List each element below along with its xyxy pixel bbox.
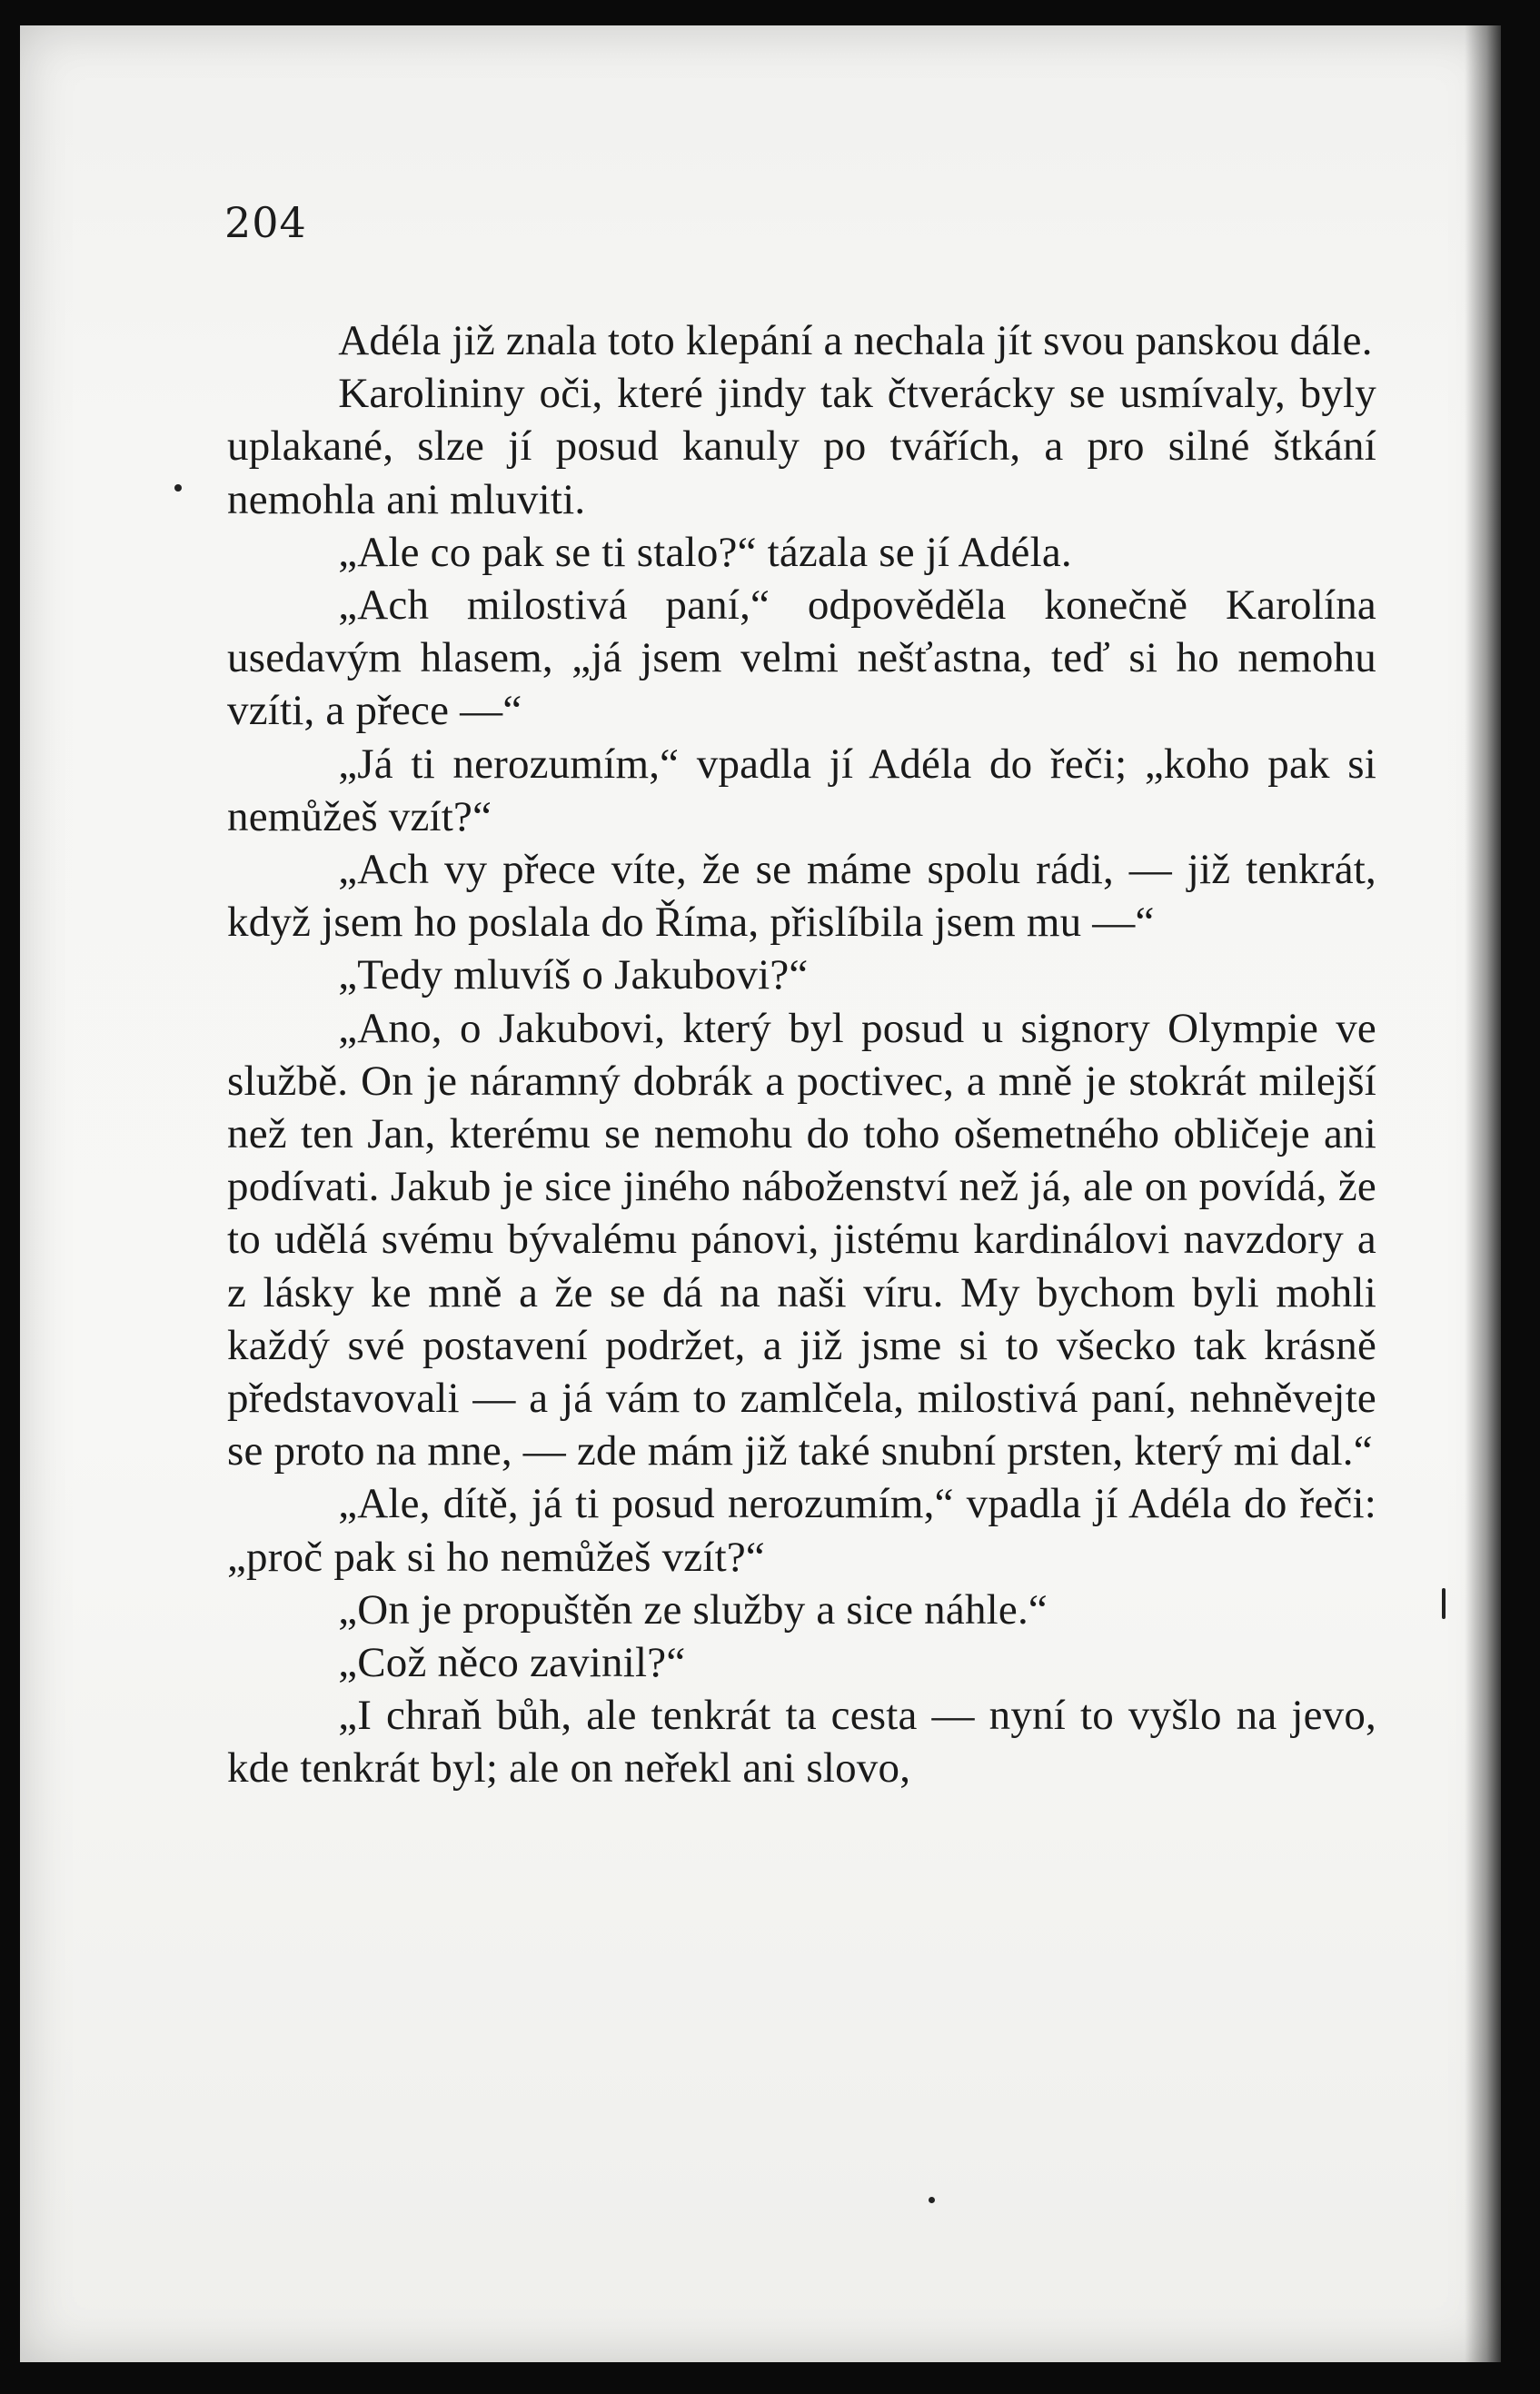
paragraph: „Ano, o Jakubovi, který byl posud u signory Olympie ve službě. On je náramný dobrák a poctivec, a mně je stokrát milejší než ten Jan, kterému se nemohu do toho ošemetného obličeje ani podívati. Jakub je sice jiného náboženství než já, ale on povídá, že to udělá svému bývalému pánovi, jistému kardinálovi navzdory a z lásky ke mně a že se dá na naši víru. My bychom byli mohli každý své postavení podržet, a již jsme si to všecko tak krásně představovali — a já vám to zamlčela, milostivá paní, nehněvejte se proto na mne, — zde mám již také snubní prsten, který mi dal.“ [227, 1004, 1376, 1475]
paragraph: Adéla již znala toto klepání a nechala jít svou panskou dále. [338, 317, 1373, 364]
paragraph: Karolininy oči, které jindy tak čtverácky se usmívaly, byly uplakané, slze jí posud kanuly po tvářích, a pro silné štkání nemohla ani mluviti. [227, 370, 1376, 523]
print-speck [929, 2197, 935, 2203]
paragraph: „Ale, dítě, já ti posud nerozumím,“ vpadla jí Adéla do řeči: „proč pak si ho nemůžeš vzít?“ [227, 1480, 1376, 1581]
paragraph: „I chraň bůh, ale tenkrát ta cesta — nyní to vyšlo na jevo, kde tenkrát byl; ale on neřekl ani slovo, [227, 1692, 1376, 1793]
paragraph: „On je propuštěn ze služby a sice náhle.“ [338, 1585, 1048, 1634]
paragraph: „Ach milostivá paní,“ odpověděla konečně Karolína usedavým hlasem, „já jsem velmi nešťastna, teď si ho nemohu vzíti, a přece —“ [227, 581, 1376, 735]
paragraph: „Já ti nerozumím,“ vpadla jí Adéla do řeči; „koho pak si nemůžeš vzít?“ [227, 740, 1376, 840]
paragraph: „Ale co pak se ti stalo?“ tázala se jí Adéla. [338, 528, 1072, 576]
paragraph: „Tedy mluvíš o Jakubovi?“ [338, 951, 809, 999]
page-number: 204 [224, 198, 307, 247]
paragraph: „Což něco zavinil?“ [338, 1639, 686, 1687]
book-page [20, 25, 1501, 2362]
print-speck [174, 484, 182, 492]
page-binding-shadow [1465, 25, 1501, 2362]
paragraph: „Ach vy přece víte, že se máme spolu rádi, — již tenkrát, když jsem ho poslala do Říma, přislíbila jsem mu —“ [227, 846, 1376, 947]
body-text [227, 314, 1376, 1795]
print-speck [1442, 1588, 1446, 1619]
